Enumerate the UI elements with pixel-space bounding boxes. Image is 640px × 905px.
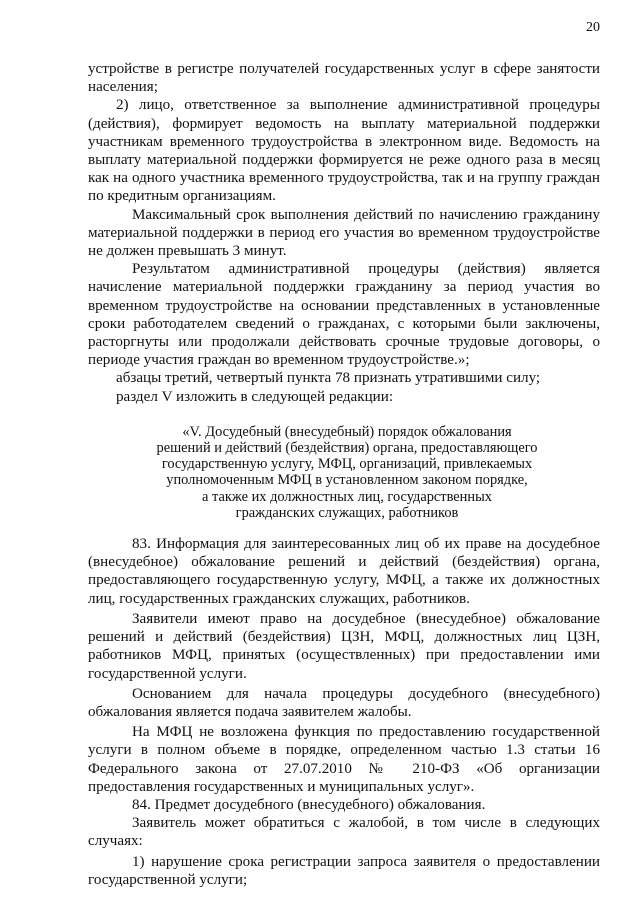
- document-body: [88, 60, 600, 889]
- paragraph: 84. Предмет досудебного (внесудебного) обжалования.: [132, 796, 486, 813]
- paragraph: Заявитель может обратиться с жалобой, в том числе в следующих случаях:: [88, 815, 600, 850]
- paragraph: Максимальный срок выполнения действий по начислению гражданину материальной поддержки в период его участия во временном трудоустройстве не должен превышать 3 минут.: [88, 206, 600, 260]
- section-heading: [110, 424, 584, 521]
- paragraph: устройстве в регистре получателей государственных услуг в сфере занятости населения;: [88, 61, 600, 96]
- section-heading-line: государственную услугу, МФЦ, организаций, привлекаемых: [161, 456, 533, 473]
- section-heading-line: а также их должностных лиц, государственных: [202, 488, 492, 505]
- paragraph: 83. Информация для заинтересованных лиц об их праве на досудебное (внесудебное) обжалование решений и действий (бездействия) органа, предоставляющего государственную услугу, МФЦ, а также их должностных лиц, государственных гражданских служащих, работников.: [88, 536, 600, 607]
- page-number: 20: [586, 20, 600, 35]
- paragraph: Результатом административной процедуры (действия) является начисление материальной поддержки гражданину за период участия во временном трудоустройстве на основании представленных в установленные сроки работодателем сведений о гражданах, с которыми были заключены, расторгнуты или продолжали действовать срочные трудовые договоры, о периоде участия граждан во временном трудоустройстве.»;: [88, 261, 600, 369]
- section-heading-line: «V. Досудебный (внесудебный) порядок обжалования: [182, 423, 512, 440]
- paragraph: Заявители имеют право на досудебное (внесудебное) обжалование решений и действий (бездействия) ЦЗН, МФЦ, должностных лиц ЦЗН, работников МФЦ, принятых (осуществленных) при предоставлении ими государственной услуги.: [88, 610, 600, 682]
- paragraph: раздел V изложить в следующей редакции:: [116, 388, 394, 405]
- paragraph: 2) лицо, ответственное за выполнение административной процедуры (действия), формирует ведомость на выплату материальной поддержки участникам временного трудоустройства в электронном виде. Ведомость на выплату материальной поддержки формируется не реже одного раза в месяц как на одного участника временного трудоустройства, так и на группу граждан по кредитным организациям.: [88, 97, 600, 205]
- paragraph: Основанием для начала процедуры досудебного (внесудебного) обжалования является подача заявителем жалобы.: [88, 685, 600, 720]
- section-heading-line: гражданских служащих, работников: [235, 504, 459, 521]
- paragraph: На МФЦ не возложена функция по предоставлению государственной услуги в полном объеме в порядке, определенном частью 1.3 статьи 16 Федерального закона от 27.07.2010 № 210-ФЗ «Об организации предоставления государственных и муниципальных услуг».: [88, 724, 600, 795]
- paragraph: абзацы третий, четвертый пункта 78 признать утратившими силу;: [116, 370, 541, 387]
- paragraph: 1) нарушение срока регистрации запроса заявителя о предоставлении государственной услуги;: [88, 853, 600, 888]
- section-heading-line: решений и действий (бездействия) органа, предоставляющего: [156, 440, 538, 457]
- section-heading-line: уполномоченным МФЦ в установленном законом порядке,: [166, 472, 528, 489]
